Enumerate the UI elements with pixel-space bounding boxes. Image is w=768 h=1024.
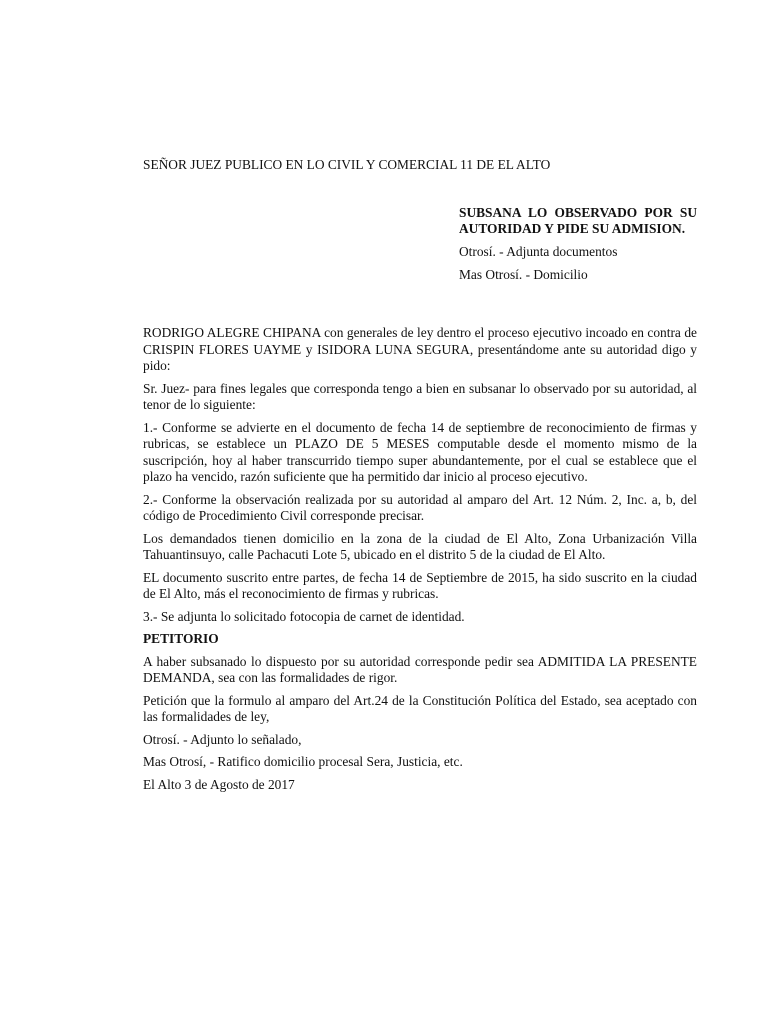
domicilio-paragraph: Los demandados tienen domicilio en la zona de la ciudad de El Alto, Zona Urbanización Villa Tahuantinsuyo, calle Pachacuti Lote 5, ubicado en el distrito 5 de la ciudad de El Alto. xyxy=(143,530,697,562)
summary-block xyxy=(459,205,697,289)
documento-paragraph: EL documento suscrito entre partes, de fecha 14 de Septiembre de 2015, ha sido suscrito en la ciudad de El Alto, más el reconocimiento de firmas y rubricas. xyxy=(143,569,697,601)
point-2-paragraph: 2.- Conforme la observación realizada por su autoridad al amparo del Art. 12 Núm. 2, Inc. a, b, del código de Procedimiento Civil corresponde precisar. xyxy=(143,491,697,523)
point-3-paragraph: 3.- Se adjunta lo solicitado fotocopia de carnet de identidad. xyxy=(143,608,465,624)
petitorio-paragraph-2: Petición que la formulo al amparo del Art.24 de la Constitución Política del Estado, sea aceptado con las formalidades de ley, xyxy=(143,692,697,724)
summary-mas-otrosi: Mas Otrosí. - Domicilio xyxy=(459,267,588,282)
summary-otrosi: Otrosí. - Adjunta documentos xyxy=(459,244,618,259)
mas-otrosi-final-line: Mas Otrosí, - Ratifico domicilio procesal Sera, Justicia, etc. xyxy=(143,754,463,769)
petitorio-paragraph-1: A haber subsanado lo dispuesto por su autoridad corresponde pedir sea ADMITIDA LA PRESENTE DEMANDA, sea con las formalidades de rigor. xyxy=(143,653,697,685)
date-line: El Alto 3 de Agosto de 2017 xyxy=(143,776,295,792)
intro-paragraph: RODRIGO ALEGRE CHIPANA con generales de ley dentro el proceso ejecutivo incoado en contra de CRISPIN FLORES UAYME y ISIDORA LUNA SEGURA, presentándome ante su autoridad digo y pido: xyxy=(143,325,697,373)
sr-juez-paragraph: Sr. Juez- para fines legales que corresponda tengo a bien en subsanar lo observado por su autoridad, al tenor de lo siguiente: xyxy=(143,380,697,412)
otrosi-final-line: Otrosí. - Adjunto lo señalado, xyxy=(143,731,302,747)
summary-title: SUBSANA LO OBSERVADO POR SU AUTORIDAD Y PIDE SU ADMISION. xyxy=(459,205,697,236)
petitorio-heading: PETITORIO xyxy=(143,631,219,646)
document-body xyxy=(143,325,697,799)
point-1-paragraph: 1.- Conforme se advierte en el documento de fecha 14 de septiembre de reconocimiento de firmas y rubricas, se establece un PLAZO DE 5 MESES computable desde el momento mismo de la suscripción, hoy al haber transcurrido tiempo super abundantemente, por el cual se establece que el plazo ha vencido, razón suficiente que ha permitido dar inicio al proceso ejecutivo. xyxy=(143,419,697,484)
addressee-header: SEÑOR JUEZ PUBLICO EN LO CIVIL Y COMERCIAL 11 DE EL ALTO xyxy=(143,157,551,172)
